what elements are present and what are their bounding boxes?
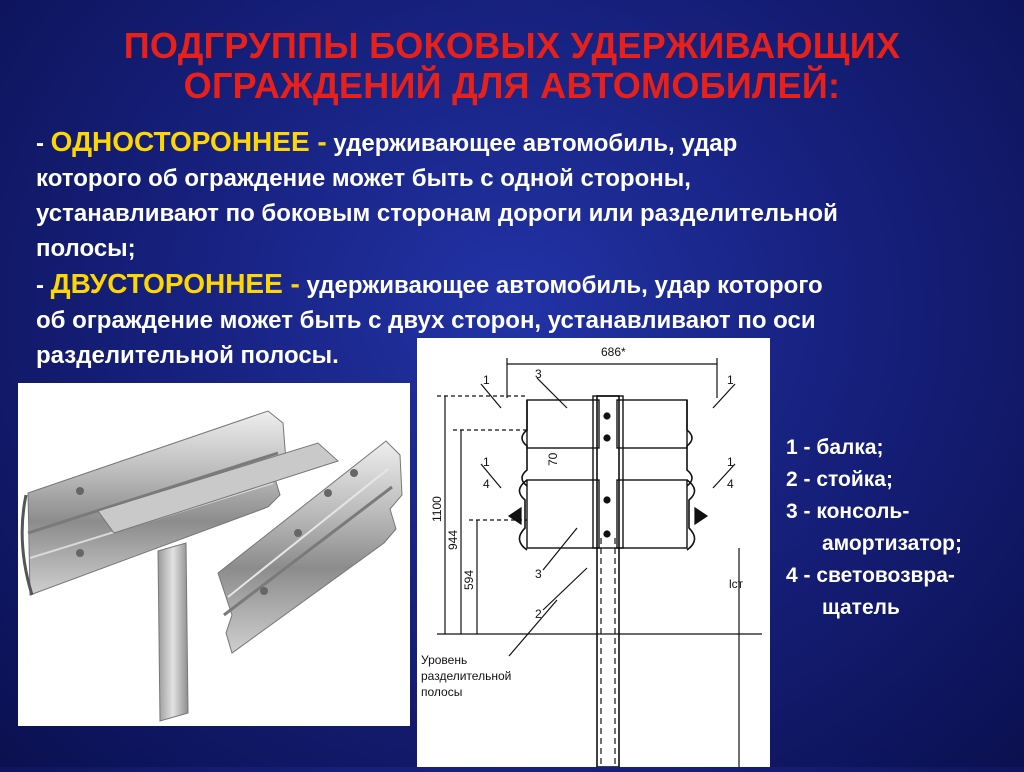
dim-1100-label: 1100: [430, 496, 444, 522]
bullet-dash: -: [36, 272, 51, 299]
level-label-1: Уровень: [421, 653, 468, 667]
one-sided-line-2: которого об ограждение может быть с одной стороны,: [36, 165, 691, 192]
two-sided-line-3: разделительной полосы.: [36, 342, 339, 369]
callout-1-top-right: 1: [727, 373, 734, 387]
guardrail-illustration: [18, 383, 410, 726]
callout-1-mid-left: 1: [483, 455, 490, 469]
legend-item-4: 4 - световозвра-: [786, 564, 955, 587]
callout-1-top-left: 1: [483, 373, 490, 387]
callout-2: 2: [535, 607, 542, 621]
two-sided-line-1: [36, 266, 996, 303]
two-sided-text-1: удерживающее автомобиль, удар которого: [299, 272, 823, 299]
legend-item-3-cont: амортизатор;: [822, 532, 963, 555]
callout-1-mid-right: 1: [727, 455, 734, 469]
callout-4-right: 4: [727, 477, 734, 491]
term-one-sided: ОДНОСТОРОННЕЕ -: [50, 126, 327, 157]
technical-drawing: [417, 338, 770, 767]
label-lct: lст: [729, 577, 744, 591]
legend-item-3: 3 - консоль-: [786, 500, 910, 523]
legend: [786, 432, 1018, 624]
guardrail-3d-image: [18, 383, 410, 726]
barrier-section-drawing: [417, 338, 770, 767]
legend-item-4-cont: щатель: [822, 596, 900, 619]
dim-594-label: 594: [462, 569, 476, 590]
legend-item-1: 1 - балка;: [786, 436, 884, 459]
callout-3-lower: 3: [535, 567, 542, 581]
bullet-dash: -: [36, 130, 51, 157]
term-two-sided: ДВУСТОРОННЕЕ -: [50, 268, 300, 299]
dim-944-label: 944: [446, 529, 460, 550]
dim-70-label: 70: [546, 452, 560, 466]
title-line-2: ОГРАЖДЕНИЙ ДЛЯ АВТОМОБИЛЕЙ:: [183, 65, 841, 106]
one-sided-line-3: устанавливают по боковым сторонам дороги или разделительной: [36, 200, 838, 227]
dim-width-label: 686*: [601, 345, 626, 359]
legend-item-2: 2 - стойка;: [786, 468, 893, 491]
callout-3-top: 3: [535, 367, 542, 381]
one-sided-line-4: полосы;: [36, 235, 136, 262]
callout-4-left: 4: [483, 477, 490, 491]
one-sided-line-1: [36, 124, 996, 161]
title-line-1: ПОДГРУППЫ БОКОВЫХ УДЕРЖИВАЮЩИХ: [123, 25, 901, 66]
level-label-3: полосы: [421, 685, 463, 699]
definitions-text: [36, 124, 996, 373]
slide-title: [0, 26, 1024, 106]
one-sided-text-1: удерживающее автомобиль, удар: [326, 130, 738, 157]
two-sided-line-2: об ограждение может быть с двух сторон, устанавливают по оси: [36, 307, 816, 334]
level-label-2: разделительной: [421, 669, 512, 683]
